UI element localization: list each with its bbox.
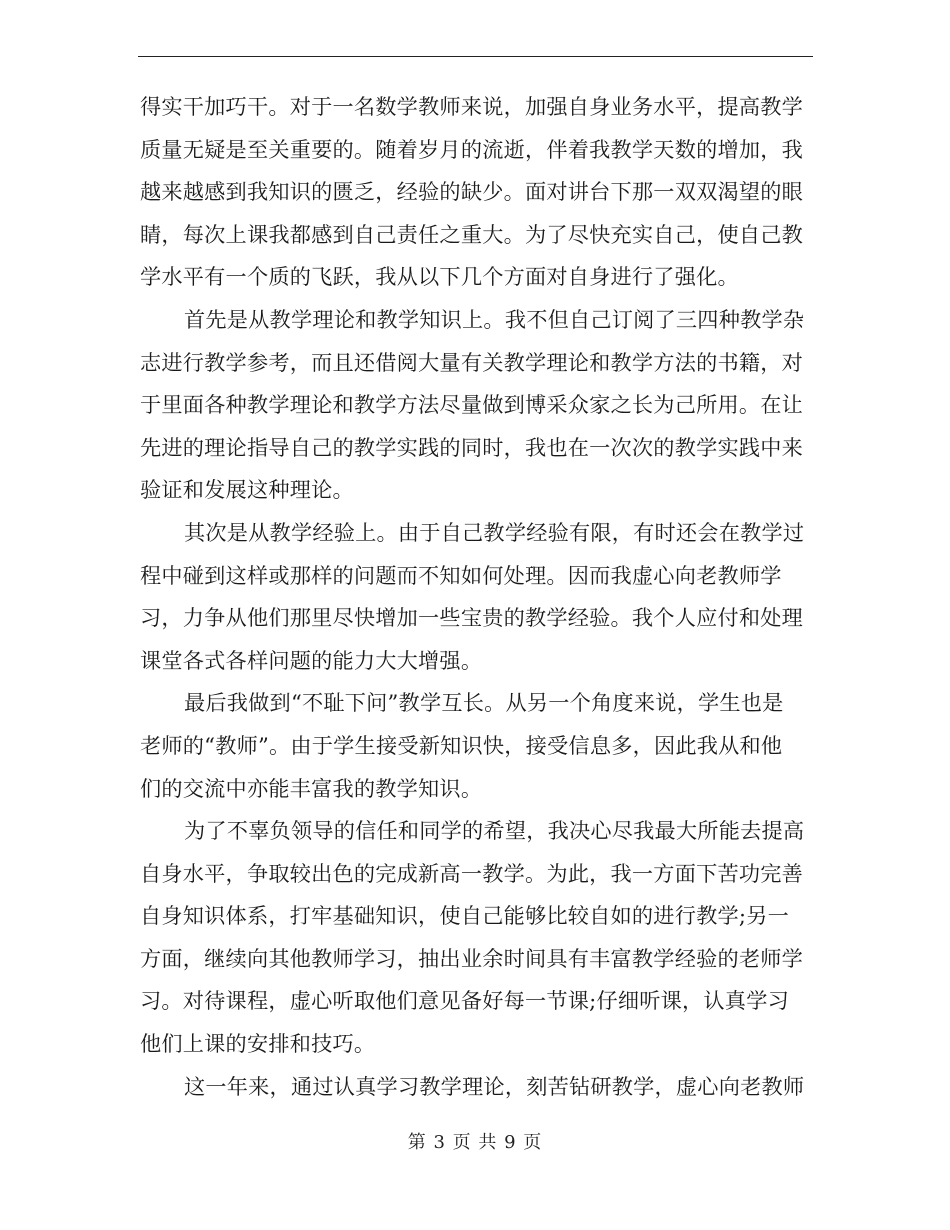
text-line: 老师的“教师”。由于学生接受新知识快，接受信息多，因此我从和他 xyxy=(140,732,783,758)
text-line: 方面，继续向其他教师学习，抽出业余时间具有丰富教学经验的老师学 xyxy=(140,945,804,971)
text-line: 自身知识体系，打牢基础知识，使自己能够比较自如的进行教学;另一 xyxy=(140,903,789,929)
text-line: 越来越感到我知识的匮乏，经验的缺少。面对讲台下那一双双渴望的眼 xyxy=(140,179,804,205)
text-line: 其次是从教学经验上。由于自己教学经验有限，有时还会在教学过 xyxy=(184,519,805,545)
text-line: 习，力争从他们那里尽快增加一些宝贵的教学经验。我个人应付和处理 xyxy=(140,605,804,631)
text-line: 睛，每次上课我都感到自己责任之重大。为了尽快充实自己，使自己教 xyxy=(140,221,804,247)
text-line: 们的交流中亦能丰富我的教学知识。 xyxy=(140,775,483,801)
text-line: 最后我做到“不耻下问”教学互长。从另一个角度来说，学生也是 xyxy=(184,690,784,716)
text-line: 为了不辜负领导的信任和同学的希望，我决心尽我最大所能去提高 xyxy=(184,818,805,844)
text-line: 这一年来，通过认真学习教学理论，刻苦钻研教学，虚心向老教师 xyxy=(184,1073,805,1099)
page-number-footer: 第 3 页 共 9 页 xyxy=(407,1132,543,1153)
body-text xyxy=(140,86,820,1108)
text-line: 他们上课的安排和技巧。 xyxy=(140,1031,376,1057)
text-line: 验证和发展这种理论。 xyxy=(140,477,354,503)
text-line: 习。对待课程，虚心听取他们意见备好每一节课;仔细听课，认真学习 xyxy=(140,988,789,1014)
text-line: 志进行教学参考，而且还借阅大量有关教学理论和教学方法的书籍，对 xyxy=(140,349,804,375)
text-line: 课堂各式各样问题的能力大大增强。 xyxy=(140,647,483,673)
text-line: 学水平有一个质的飞跃，我从以下几个方面对自身进行了强化。 xyxy=(140,264,739,290)
text-line: 先进的理论指导自己的教学实践的同时，我也在一次次的教学实践中来 xyxy=(140,434,804,460)
text-line: 得实干加巧干。对于一名数学教师来说，加强自身业务水平，提高教学 xyxy=(140,94,804,119)
text-line: 程中碰到这样或那样的问题而不知如何处理。因而我虚心向老教师学 xyxy=(140,562,782,588)
text-line: 质量无疑是至关重要的。随着岁月的流逝，伴着我教学天数的增加，我 xyxy=(140,136,804,162)
text-line: 首先是从教学理论和教学知识上。我不但自己订阅了三四种教学杂 xyxy=(184,306,805,332)
text-line: 于里面各种教学理论和教学方法尽量做到博采众家之长为己所用。在让 xyxy=(140,392,804,418)
text-line: 自身水平，争取较出色的完成新高一教学。为此，我一方面下苦功完善 xyxy=(140,860,804,886)
header-rule xyxy=(138,56,813,57)
